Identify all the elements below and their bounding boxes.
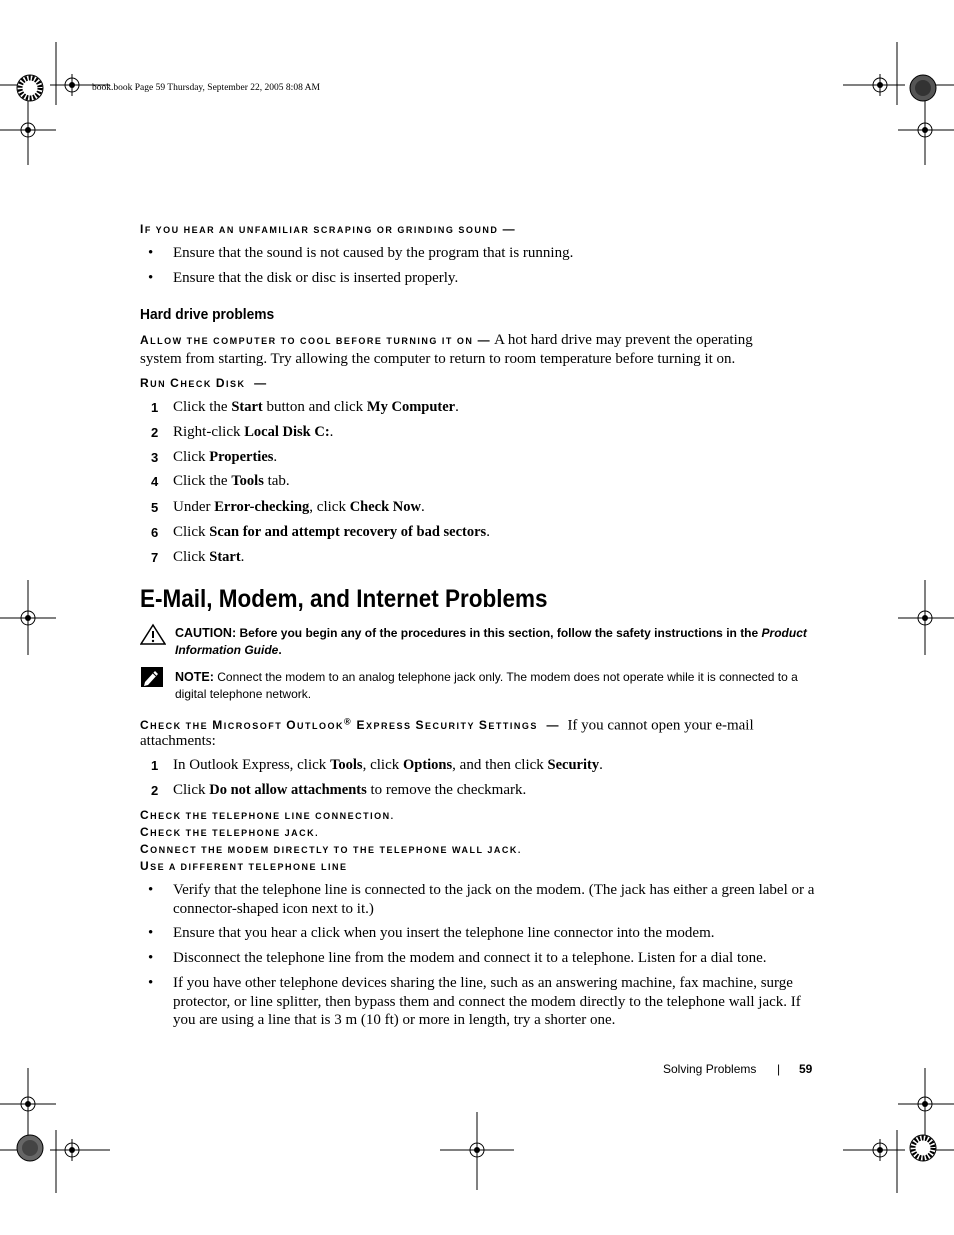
heading-different-line: USE A DIFFERENT TELEPHONE LINE: [140, 859, 348, 873]
bullet-dot: •: [148, 925, 154, 941]
step-number: 2: [151, 783, 159, 798]
heading-cool-computer: ALLOW THE COMPUTER TO COOL BEFORE TURNING IT ON —: [140, 333, 492, 347]
heading-outlook-settings: CHECK THE MICROSOFT OUTLOOK® EXPRESS SECURITY SETTINGS —: [140, 717, 560, 733]
step-number: 2: [151, 425, 159, 440]
step-number: 6: [151, 525, 159, 540]
heading-scraping-sound: IF YOU HEAR AN UNFAMILIAR SCRAPING OR GRINDING SOUND —: [140, 222, 517, 236]
print-header: book.book Page 59 Thursday, September 22, 2005 8:08 AM: [92, 83, 320, 93]
step-number: 1: [151, 400, 159, 415]
step-text: Under Error-checking, click Check Now.: [173, 499, 425, 515]
step-text: Right-click Local Disk C:.: [173, 424, 334, 440]
list-item: If you have other telephone devices sharing the line, such as an answering machine, fax machine, surge protector, or line splitter, then bypass them and connect the modem directly to the telephone wall jack. If you are using a line that is 3 m (10 ft) or more in length, try a shorter one.: [173, 975, 801, 1028]
heading-check-line-connection: CHECK THE TELEPHONE LINE CONNECTION.: [140, 808, 395, 822]
cool-paragraph-line2: system from starting. Try allowing the computer to return to room temperature before turning it on.: [140, 351, 736, 367]
step-number: 5: [151, 500, 159, 515]
step-text: Click Start.: [173, 549, 245, 565]
step-text: Click Scan for and attempt recovery of bad sectors.: [173, 524, 490, 540]
email-modem-internet-heading: E-Mail, Modem, and Internet Problems: [140, 585, 548, 613]
step-text: Click the Tools tab.: [173, 473, 290, 489]
outlook-paragraph-line2: attachments:: [140, 733, 216, 749]
step-text: Click Properties.: [173, 449, 278, 465]
list-item: Ensure that you hear a click when you insert the telephone line connector into the modem.: [173, 925, 715, 941]
bullet-dot: •: [148, 975, 154, 991]
list-item: Verify that the telephone line is connected to the jack on the modem. (The jack has either a green label or a connector-shaped icon next to it.): [173, 882, 815, 917]
heading-check-jack: CHECK THE TELEPHONE JACK.: [140, 825, 320, 839]
page-number: 59: [799, 1062, 813, 1076]
note-notice: NOTE: Connect the modem to an analog telephone jack only. The modem does not operate while it is connected to a digital telephone network.: [175, 670, 798, 701]
bullet-dot: •: [148, 950, 154, 966]
step-text: Click the Start button and click My Computer.: [173, 399, 459, 415]
caution-triangle-icon: [140, 623, 166, 645]
footer-section-name: Solving Problems: [663, 1062, 757, 1076]
step-number: 4: [151, 474, 159, 489]
list-item: Disconnect the telephone line from the modem and connect it to a telephone. Listen for a dial tone.: [173, 950, 767, 966]
hard-drive-problems-heading: Hard drive problems: [140, 306, 275, 323]
heading-connect-wall-jack: CONNECT THE MODEM DIRECTLY TO THE TELEPHONE WALL JACK.: [140, 842, 522, 856]
cool-paragraph-line1: ALLOW THE COMPUTER TO COOL BEFORE TURNING IT ON — A hot hard drive may prevent the operating: [140, 332, 753, 348]
list-item: Ensure that the sound is not caused by the program that is running.: [173, 245, 574, 261]
step-number: 3: [151, 450, 159, 465]
step-text: In Outlook Express, click Tools, click Options, and then click Security.: [173, 757, 603, 773]
note-pencil-icon: [140, 666, 164, 688]
heading-run-check-disk: RUN CHECK DISK —: [140, 376, 268, 390]
outlook-paragraph-line1: CHECK THE MICROSOFT OUTLOOK® EXPRESS SECURITY SETTINGS — If you cannot open your e-mail: [140, 717, 754, 734]
step-text: Click Do not allow attachments to remove the checkmark.: [173, 782, 527, 798]
step-number: 1: [151, 758, 159, 773]
list-item: Ensure that the disk or disc is inserted properly.: [173, 270, 459, 286]
bullet-dot: •: [148, 882, 154, 898]
step-number: 7: [151, 550, 159, 565]
caution-notice: CAUTION: Before you begin any of the procedures in this section, follow the safety instructions in the Product Information Guide.: [175, 626, 807, 657]
footer-separator: |: [777, 1062, 781, 1076]
bullet-dot: •: [148, 270, 154, 286]
bullet-dot: •: [148, 245, 154, 261]
